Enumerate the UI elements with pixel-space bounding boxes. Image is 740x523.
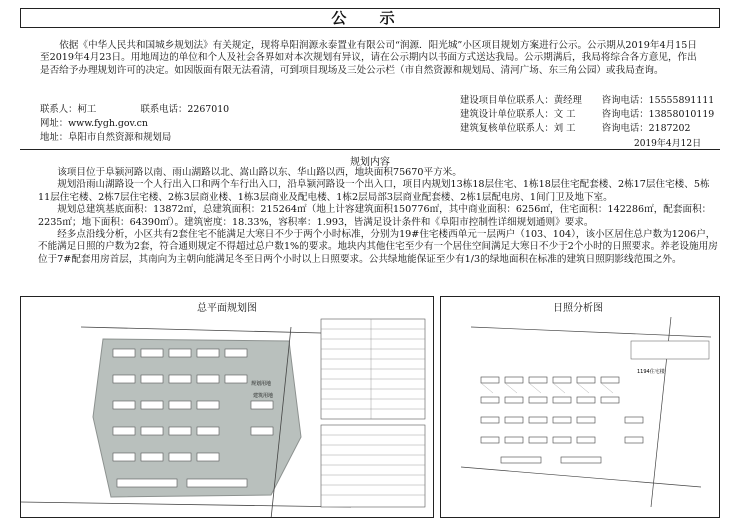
unit-phone: 2187202 [648,123,691,134]
unit-row [460,122,730,136]
site-plan-caption: 总平面规划图 [197,303,257,314]
unit-row [460,94,730,108]
sunlight-label: 1194住宅楼 [637,369,665,375]
title-frame [20,8,720,28]
address-value: 阜阳市自然资源和规划局 [68,132,172,143]
unit-phone: 15555891111 [648,95,715,106]
plan-paragraph: 规划沿雨山湖路设一个人行出入口和两个车行出入口，沿阜颍河路设一个出入口，项目内规划13栋18层住宅、1栋18层住宅配套楼、2栋17层住宅楼、5栋11层住宅楼、2栋7层住宅楼、2栋3层商业楼、1栋3层商业及配电楼、1栋2层局部3层商业配套楼、2栋1层配电房、1间门卫及地下室。 [38,179,710,203]
address-label: 地址： [40,132,69,143]
sunlight-caption: 日照分析图 [553,303,603,314]
plan-paragraph: 规划总建筑基底面积：13872㎡，总建筑面积：215264㎡（地上计容建筑面积150776㎡，其中商业面积：6256㎡，住宅面积：142286㎡，配套面积：2235㎡；地下面积：64390㎡）。建筑密度：18.33%，容积率：1.993，皆满足设计条件和《阜阳市控制性详细规划通则》要求。 [38,204,712,228]
shadow-lines [481,383,613,393]
unit-contacts [460,94,730,136]
contact-person: 柯工 [77,104,97,115]
unit-name: 刘 工 [553,123,576,134]
contact-phone-label: 联系电话： [140,104,188,115]
website-label: 网址： [40,118,69,129]
contact-row-website [40,117,440,131]
unit-role: 建设项目单位联系人： [460,95,554,106]
sunlight-drawing [441,297,719,517]
unit-phone-label: 咨询电话： [601,123,649,134]
contact-row-address [40,131,440,145]
unit-role: 建筑复核单位联系人： [460,123,554,134]
site-plan-drawing [21,297,433,517]
unit-name: 黄经理 [553,95,582,106]
unit-phone-label: 咨询电话： [601,109,649,120]
plan-content [38,167,720,266]
site-legend-table [321,319,425,419]
contact-block [40,103,440,145]
divider [20,149,720,150]
intro-paragraph: 依据《中华人民共和国城乡规划法》有关规定，现将阜阳润源永泰置业有限公司“润源．阳光城”小区项目规划方案进行公示。公示期从2019年4月15日至2019年4月23日。用地周边的单位和个人及社会各界如对本次规划有异议，请在公示期内以书面方式送达我局。公示期满后，我局将综合各方意见，作出是否给予办理规划许可的决定。如因版面有限无法看清，可到项目现场及三处公示栏（市自然资源和规划局、清河广场、东三角公园）或我局查询。 [40,40,697,76]
notice-date: 2019年4月12日 [634,139,702,149]
site-parcel [93,339,301,497]
sunlight-buildings [481,377,643,463]
site-legend-table-2 [321,425,425,507]
plan-paragraph: 该项目位于阜颍河路以南、雨山湖路以北、嵩山路以东、华山路以西，地块面积75670平方米。 [57,167,462,178]
section-title: 规划内容 [350,157,390,168]
unit-phone: 13858010119 [648,109,715,120]
sunlight-panel [440,296,720,518]
site-label: 规划用地 [251,381,272,387]
contact-phone: 2267010 [187,104,230,115]
contact-person-label: 联系人： [40,104,78,115]
unit-phone-label: 咨询电话： [601,95,649,106]
contact-row-person [40,103,440,117]
website-link[interactable]: www.fygh.gov.cn [68,118,148,129]
notice-title: 公 示 [331,9,409,27]
unit-name: 文 工 [553,109,576,120]
site-plan-panel [20,296,434,518]
unit-row [460,108,730,122]
unit-role: 建筑设计单位联系人： [460,109,554,120]
plan-paragraph: 经多点沿线分析，小区共有2套住宅不能满足大寒日不少于两个小时标准，分别为19#住宅楼西单元一层两户（103、104），该小区居住总户数为1206户，不能满足日照的户数为2套，符合通则规定不得超过总户数1%的要求。地块内其他住宅至少有一个居住空间满足大寒日不少于2个小时的日照要求。养老设施用房位于7#配套用房首层，其南向为主朝向能满足冬至日两个小时以上日照要求。公共绿地能保证至少有1/3的绿地面积在标准的建筑日照阴影线范围之外。 [38,229,718,265]
sunlight-legend [631,341,709,359]
site-label: 建筑用地 [253,393,274,399]
